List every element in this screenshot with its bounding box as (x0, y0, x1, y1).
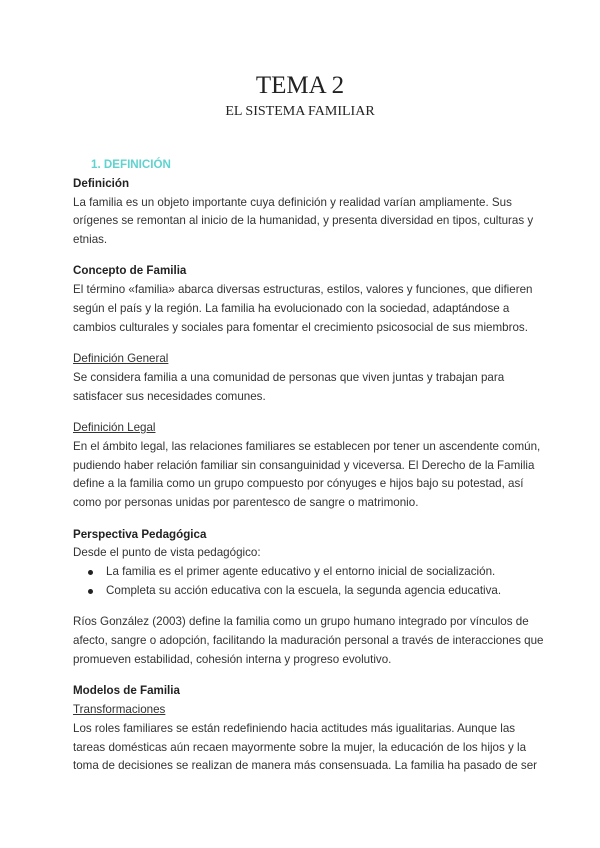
paragraph-line: Ríos González (2003) define la familia como un grupo humano integrado por vínculos de (73, 615, 529, 629)
subheading-general: Definición General (73, 352, 169, 366)
paragraph-line: define a la familia como un grupo compuesto por cónyuges e hijos bajo su potestad, así (73, 477, 524, 491)
subheading-transformaciones: Transformaciones (73, 702, 166, 716)
paragraph-line: En el ámbito legal, las relaciones familiares se establecen por tener un ascendente común, (73, 439, 541, 453)
bullet-item: Completa su acción educativa con la escuela, la segunda agencia educativa. (106, 582, 543, 601)
document-subtitle: EL SISTEMA FAMILIAR (225, 104, 375, 119)
heading-pedagogica: Perspectiva Pedagógica (73, 527, 207, 541)
paragraph-line: satisfacer sus necesidades comunes. (73, 389, 266, 403)
paragraph-line: según el país y la región. La familia ha evolucionado con la sociedad, adaptándose a (73, 302, 510, 316)
heading-definicion: Definición (73, 176, 130, 190)
heading-modelos: Modelos de Familia (73, 684, 180, 698)
paragraph-line: como por personas unidas por parentesco de sangre o matrimonio. (73, 496, 419, 510)
paragraph-line: El término «familia» abarca diversas estructuras, estilos, valores y funciones, que difieren (73, 283, 533, 297)
paragraph-line: afecto, sangre o adopción, facilitando la maduración personal a través de interacciones que (73, 634, 544, 648)
document-title: TEMA 2 (255, 72, 345, 99)
paragraph-line: Se considera familia a una comunidad de personas que viven juntas y trabajan para (73, 370, 505, 384)
bullet-item: La familia es el primer agente educativo y el entorno inicial de socialización. (106, 563, 543, 582)
paragraph-line: Desde el punto de vista pedagógico: (73, 546, 261, 560)
subheading-legal: Definición Legal (73, 421, 156, 435)
paragraph-line: etnias. (73, 233, 108, 247)
paragraph-line: Los roles familiares se están redefiniendo hacia actitudes más igualitarias. Aunque las (73, 721, 516, 735)
section-heading: 1. DEFINICIÓN (91, 158, 171, 171)
paragraph-line: cambios culturales y sociales para fomentar el crecimiento psicosocial de sus miembros. (73, 320, 528, 334)
document-body (73, 156, 543, 776)
bullet-list (73, 563, 543, 601)
paragraph-line: orígenes se remontan al inicio de la humanidad, y presenta diversidad en tipos, culturas y (73, 214, 534, 228)
paragraph-line: La familia es un objeto importante cuya definición y realidad varían ampliamente. Sus (73, 195, 512, 209)
paragraph-line: tareas domésticas aún recaen mayormente sobre la mujer, la educación de los hijos y la (73, 740, 527, 754)
paragraph-line: promueven estabilidad, cohesión interna y progreso evolutivo. (73, 652, 392, 666)
heading-concepto: Concepto de Familia (73, 264, 187, 278)
paragraph-line: toma de decisiones se realizan de manera más consensuada. La familia ha pasado de ser (73, 759, 538, 773)
paragraph-line: pudiendo haber relación familiar sin consanguinidad y viceversa. El Derecho de la Familia (73, 458, 535, 472)
